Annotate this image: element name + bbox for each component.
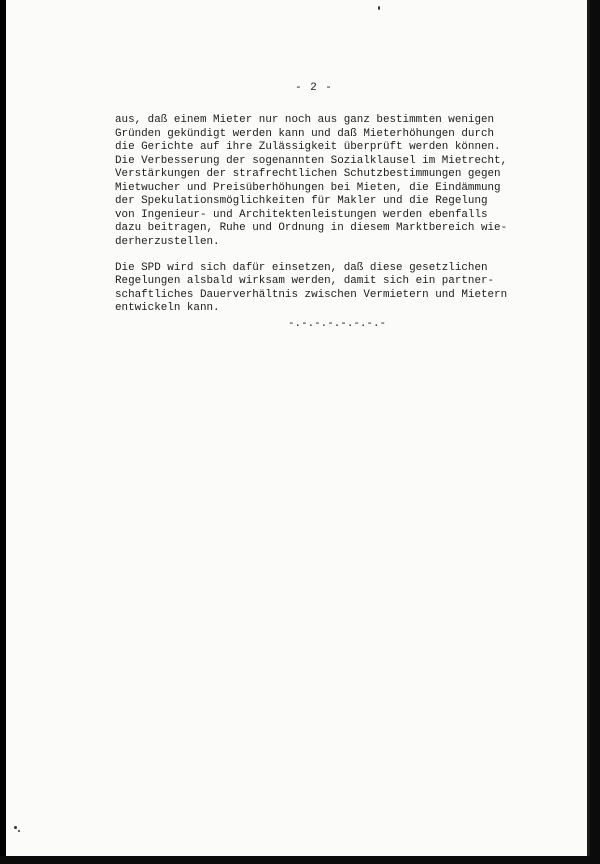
text-line: derherzustellen. — [115, 235, 220, 248]
document-page — [6, 0, 590, 856]
scan-border-bottom — [0, 856, 600, 864]
text-line: Mietwucher und Preisüberhöhungen bei Mieten, die Eindämmung — [115, 181, 501, 194]
text-line: dazu beitragen, Ruhe und Ordnung in diesem Marktbereich wie- — [115, 222, 508, 234]
scan-speck — [14, 826, 17, 829]
text-line: Regelungen alsbald wirksam werden, damit sich ein partner- — [115, 275, 495, 287]
text-line: aus, daß einem Mieter nur noch aus ganz bestimmten wenigen — [115, 114, 495, 126]
text-line: Die SPD wird sich dafür einsetzen, daß diese gesetzlichen — [115, 261, 488, 274]
scan-speck — [18, 830, 20, 832]
text-line: der Spekulationsmöglichkeiten für Makler und die Regelung — [115, 195, 488, 207]
body-text — [115, 114, 555, 316]
end-separator: -.-.-.-.-.-.-.- — [288, 318, 387, 330]
text-line: Gründen gekündigt werden kann und daß Mieterhöhungen durch — [115, 127, 495, 140]
text-line: Verstärkungen der strafrechtlichen Schutzbestimmungen gegen — [115, 168, 501, 180]
page-number: - 2 - — [295, 82, 333, 94]
scan-speck — [378, 6, 380, 10]
text-line: schaftliches Dauerverhältnis zwischen Vermietern und Mietern — [115, 288, 508, 301]
text-line: von Ingenieur- und Architektenleistungen werden ebenfalls — [115, 208, 488, 221]
scan-border-right — [590, 0, 600, 864]
text-line: die Gerichte auf ihre Zulässigkeit überprüft werden können. — [115, 141, 501, 153]
paragraph — [115, 114, 555, 249]
paragraph — [115, 262, 555, 316]
text-line: Die Verbesserung der sogenannten Sozialklausel im Mietrecht, — [115, 154, 508, 167]
text-line: entwickeln kann. — [115, 302, 220, 314]
